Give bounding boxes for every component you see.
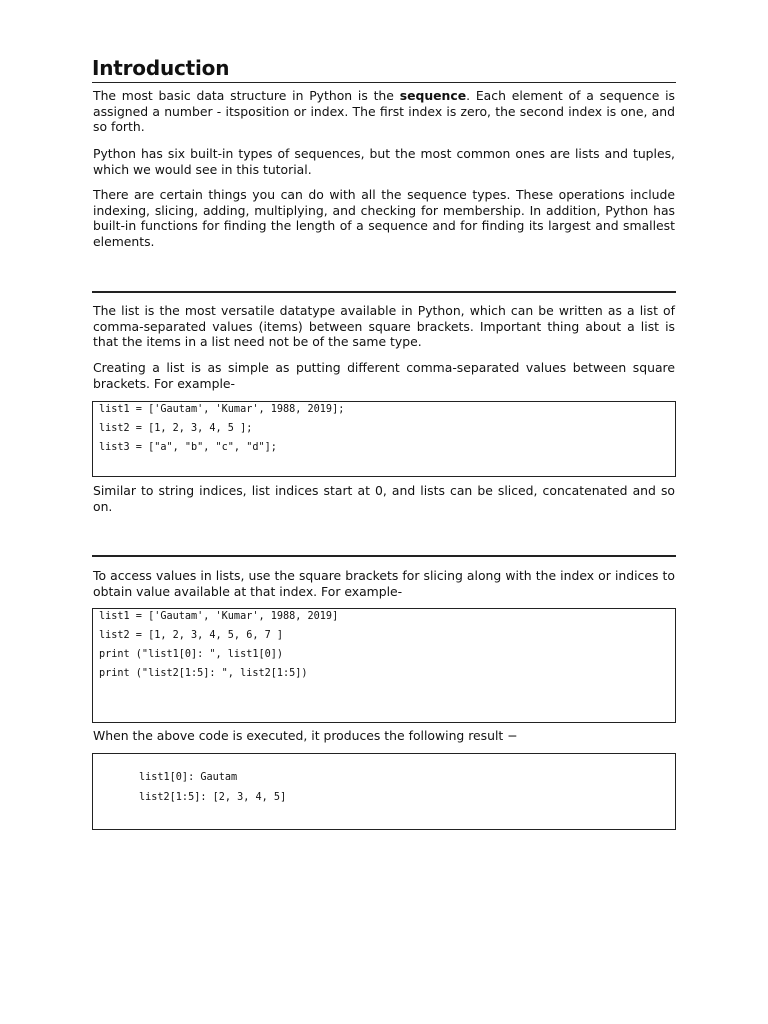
lists-paragraph-1: The list is the most versatile datatype available in Python, which can be written as a list of comma-separated values (items) between square brackets. Important thing about a list is that the items in a list need not be of the same type. [93, 303, 675, 350]
intro-paragraph-1 [93, 88, 675, 135]
code-line: print ("list1[0]: ", list1[0]) [99, 649, 284, 660]
code-line: list1 = ['Gautam', 'Kumar', 1988, 2019] [99, 611, 339, 622]
intro-p1-text: The most basic data structure in Python is the [93, 88, 400, 103]
lists-paragraph-2: Creating a list is as simple as putting different comma-separated values between square brackets. For example- [93, 360, 675, 391]
code-line: print ("list2[1:5]: ", list2[1:5]) [99, 668, 308, 679]
intro-p1-text-end: . Each element of a sequence is assigned a number - itsposition or index. The first index is zero, the second index is one, and so forth. [93, 88, 675, 135]
output-line: list2[1:5]: [2, 3, 4, 5] [139, 792, 287, 803]
section-divider-1 [92, 291, 676, 293]
code-line: list3 = ["a", "b", "c", "d"]; [99, 442, 277, 453]
intro-paragraph-2: Python has six built-in types of sequences, but the most common ones are lists and tuples, which we would see in this tutorial. [93, 146, 675, 177]
output-line: list1[0]: Gautam [139, 772, 238, 783]
intro-paragraph-3: There are certain things you can do with all the sequence types. These operations include indexing, slicing, adding, multiplying, and checking for membership. In addition, Python has built-in functions for finding the length of a sequence and for finding its largest and smallest elements. [93, 187, 675, 250]
output-block [92, 753, 676, 830]
code-block-list-access [92, 608, 676, 723]
section-divider-2 [92, 555, 676, 557]
heading-underline [92, 82, 676, 83]
intro-p1-bold-term: sequence [399, 88, 467, 103]
code-line: list2 = [1, 2, 3, 4, 5 ]; [99, 423, 253, 434]
code-line: list1 = ['Gautam', 'Kumar', 1988, 2019]; [99, 404, 345, 415]
code-line: list2 = [1, 2, 3, 4, 5, 6, 7 ] [99, 630, 284, 641]
access-paragraph-1: To access values in lists, use the square brackets for slicing along with the index or indices to obtain value available at that index. For example- [93, 568, 675, 599]
code-block-list-creation [92, 401, 676, 477]
lists-paragraph-3: Similar to string indices, list indices start at 0, and lists can be sliced, concatenated and so on. [93, 483, 675, 514]
access-paragraph-2: When the above code is executed, it produces the following result − [93, 728, 518, 743]
section-heading: Introduction [92, 56, 230, 80]
